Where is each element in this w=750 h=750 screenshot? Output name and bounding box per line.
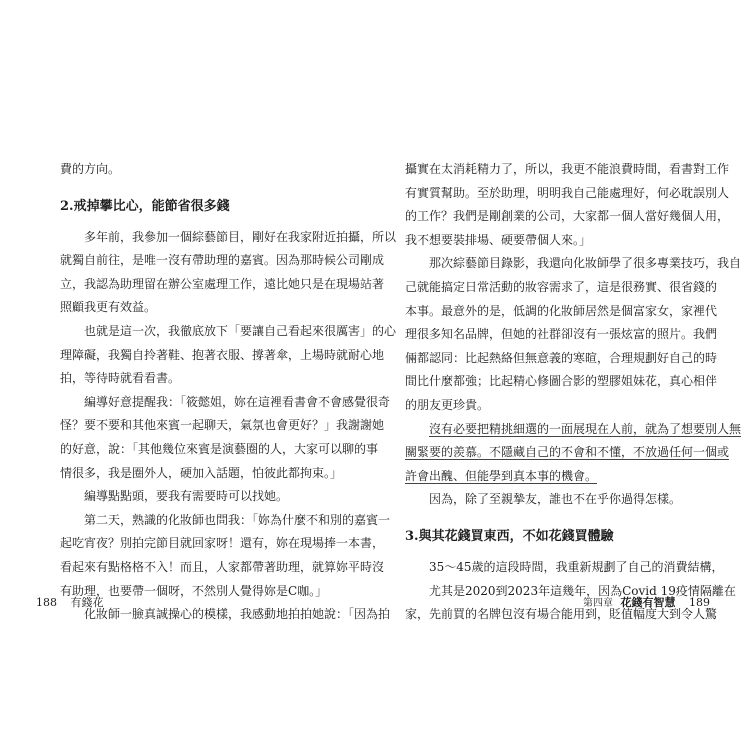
text-line: 多年前，我參加一個綜藝節目，剛好在我家附近拍攝，所以 (84, 229, 397, 244)
text-line: 倆都認同：比起熱絡但無意義的寒暄，合理規劃好自己的時 (405, 350, 718, 365)
chapter-label: 第四章 (583, 598, 613, 609)
text-line: 攝實在太消耗精力了，所以，我更不能浪費時間，看書對工作 (405, 162, 730, 176)
left-page-text (60, 158, 397, 627)
text-line: 有助理，也要帶一個呀，不然別人覺得妳是C咖。」 (60, 583, 328, 598)
page-number: 188 (36, 596, 57, 609)
text-line: 第二天，熟識的化妝師也問我：「妳為什麼不和別的嘉賓一 (84, 512, 391, 527)
text-line: 因為，除了至親摯友，誰也不在乎你過得怎樣。 (429, 492, 682, 507)
underlined-text: 許會出醜、但能學到真本事的機會。 (405, 468, 598, 483)
text-line: 起吃宵夜？別拍完節目就回家呀！還有，妳在現場捧一本書， (60, 536, 385, 551)
underlined-text: 關緊要的羨慕。不隱藏自己的不會和不懂，不放過任何一個或 (405, 445, 730, 460)
page-number: 189 (689, 596, 710, 609)
text-line: 立，我認為助理留在辦公室處理工作，遠比她只是在現場站著 (60, 276, 385, 291)
right-body-top (405, 158, 742, 512)
left-folio (32, 594, 104, 610)
text-line: 照顧我更有效益。 (60, 300, 157, 315)
section-heading: 2.戒掉攀比心，能節省很多錢 (60, 198, 230, 214)
text-line: 拍，等待時就看看書。 (60, 371, 181, 386)
text-line: 的工作？我們是剛創業的公司，大家都一個人當好幾個人用， (405, 209, 730, 224)
text-line: 有實質幫助。至於助理，明明我自己能處理好，何必耽誤別人 (405, 185, 730, 200)
text-line: 情很多，我是圈外人，硬加入話題，怕彼此都拘束。」 (60, 465, 343, 480)
text-line: 也就是這一次，我徹底放下「要讓自己看起來很厲害」的心 (84, 323, 397, 338)
chapter-title: 花錢有智慧 (620, 596, 676, 609)
right-page (375, 0, 750, 750)
text-line: 理很多知名品牌，但她的社群卻沒有一張炫富的照片。我們 (405, 327, 718, 342)
text-line: 費的方向。 (60, 162, 121, 176)
text-line: 家，先前買的名牌包沒有場合能用到，貶值幅度大到令人驚 (405, 607, 718, 622)
text-line (405, 418, 742, 442)
underlined-text: 沒有必要把精挑細選的一面展現在人前，就為了想要別人無 (429, 421, 742, 436)
text-line: 本事。最意外的是，低調的化妝師居然是個富家女，家裡代 (405, 303, 718, 318)
text-line: 化妝師一臉真誠操心的模樣，我感動地拍拍她說：「因為拍 (84, 607, 391, 622)
text-line: 看起來有點格格不入！而且，人家都帶著助理，就算妳平時沒 (60, 559, 385, 574)
text-line: 35～45歲的這段時間，我重新規劃了自己的消費結構， (429, 559, 724, 574)
text-line: 怪？要不要和其他來賓一起聊天，氣氛也會更好？」我謝謝她 (60, 418, 385, 433)
right-folio (583, 594, 714, 610)
text-line: 理障礙，我獨自拎著鞋、抱著衣服、撐著傘，上場時就耐心地 (60, 347, 385, 362)
left-body (60, 226, 397, 627)
running-title: 有錢花 (70, 596, 104, 609)
text-line: 編導點點頭，要我有需要時可以找她。 (84, 489, 289, 504)
text-line: 間比什麼都強；比起精心修圖合影的塑膠姐妹花，真心相伴 (405, 374, 718, 389)
text-line (405, 465, 693, 489)
text-line: 那次綜藝節目錄影，我還向化妝師學了很多專業技巧，我自 (429, 256, 742, 271)
text-line: 編導好意提醒我：「筱懿姐，妳在這裡看書會不會感覺很奇 (84, 394, 391, 409)
text-line: 的好意，說：「其他幾位來賓是演藝圈的人，大家可以聊的事 (60, 441, 379, 456)
text-line: 我不想要裝排場、硬要帶個人來。」 (405, 232, 592, 247)
section-heading: 3.與其花錢買東西，不如花錢買體驗 (405, 528, 614, 544)
text-line: 尤其是2020到2023年這幾年，因為Covid 19疫情隔離在 (429, 583, 736, 598)
text-line: 己就能搞定日常活動的妝容需求了，這是很務實、很省錢的 (405, 279, 718, 294)
text-line: 就獨自前往，是唯一沒有帶助理的嘉賓。因為那時候公司剛成 (60, 253, 385, 268)
text-line: 的朋友更珍貴。 (405, 397, 490, 412)
text-line (405, 441, 730, 465)
